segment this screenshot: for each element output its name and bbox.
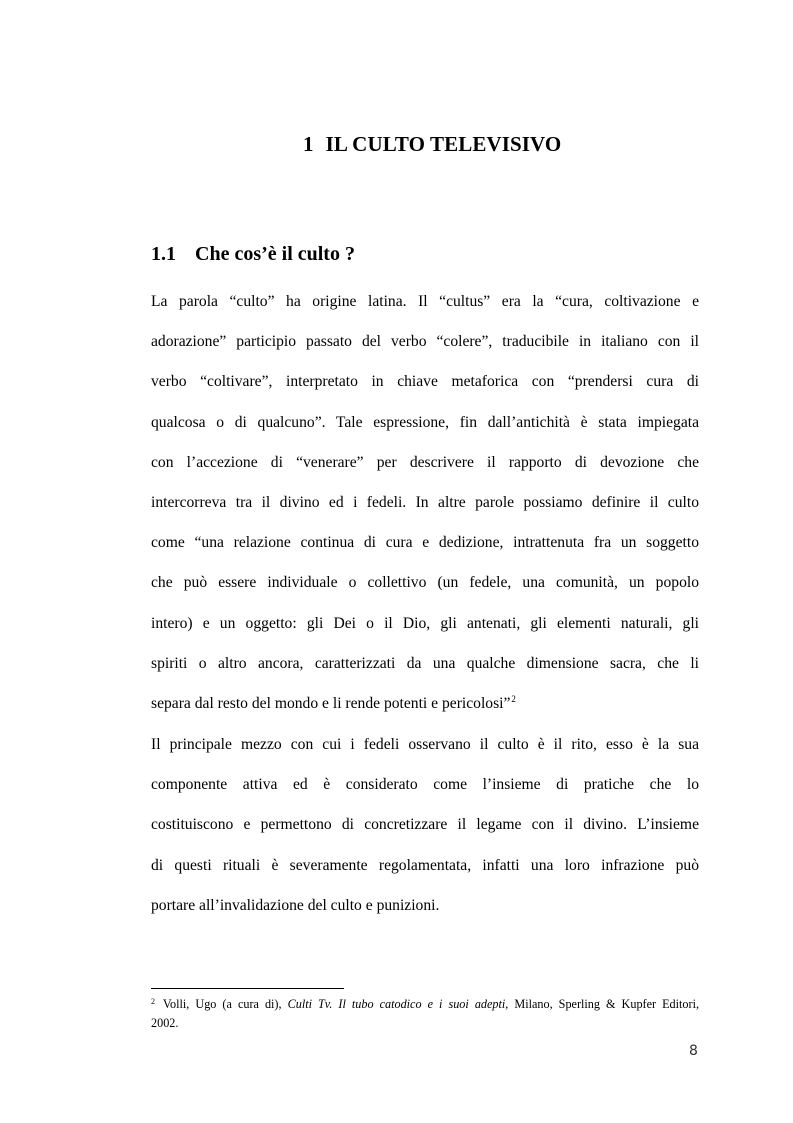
paragraph-line: intero) e un oggetto: gli Dei o il Dio, gli antenati, gli elementi naturali, gli bbox=[151, 614, 699, 632]
footnote-separator bbox=[151, 988, 344, 989]
paragraph-line: intercorreva tra il divino ed i fedeli. In altre parole possiamo definire il culto bbox=[151, 493, 699, 511]
paragraph-line: portare all’invalidazione del culto e punizioni. bbox=[151, 896, 440, 914]
footnote-line bbox=[151, 995, 699, 1014]
paragraph-line: La parola “culto” ha origine latina. Il “cultus” era la “cura, coltivazione e bbox=[151, 293, 699, 310]
footnote bbox=[151, 995, 699, 1033]
paragraph-1 bbox=[151, 282, 699, 724]
paragraph-line: verbo “coltivare”, interpretato in chiave metaforica con “prendersi cura di bbox=[151, 373, 699, 391]
paragraph-line: di questi rituali è severamente regolamentata, infatti una loro infrazione può bbox=[151, 856, 699, 874]
section-heading bbox=[151, 243, 355, 266]
paragraph-line: qualcosa o di qualcuno”. Tale espressione, fin dall’antichità è stata impiegata bbox=[151, 413, 699, 431]
chapter-title: IL CULTO TELEVISIVO bbox=[325, 132, 562, 156]
paragraph-2 bbox=[151, 725, 699, 926]
footnote-year: 2002. bbox=[151, 1016, 179, 1030]
paragraph-line: adorazione” participio passato del verbo “colere”, traducibile in italiano con il bbox=[151, 333, 699, 351]
paragraph-last-line bbox=[151, 684, 699, 724]
footnote-reference[interactable]: 2 bbox=[511, 693, 516, 704]
paragraph-line: come “una relazione continua di cura e dedizione, intrattenuta fra un soggetto bbox=[151, 534, 699, 552]
footnote-title: Culti Tv. Il tubo catodico e i suoi adepti bbox=[287, 997, 506, 1011]
footnote-marker: 2 bbox=[151, 997, 155, 1006]
page-number: 8 bbox=[689, 1043, 698, 1059]
chapter-heading bbox=[303, 132, 561, 157]
paragraph-line-text: separa dal resto del mondo e li rende potenti e pericolosi” bbox=[151, 694, 511, 712]
paragraph-line: Il principale mezzo con cui i fedeli osservano il culto è il rito, esso è la sua bbox=[151, 736, 699, 753]
paragraph-line: con l’accezione di “venerare” per descrivere il rapporto di devozione che bbox=[151, 453, 699, 471]
paragraph-line: costituiscono e permettono di concretizzare il legame con il divino. L’insieme bbox=[151, 816, 699, 834]
paragraph-line: componente attiva ed è considerato come l’insieme di pratiche che lo bbox=[151, 776, 699, 794]
section-title: Che cos’è il culto ? bbox=[195, 243, 355, 265]
footnote-publisher: , Milano, Sperling & Kupfer Editori, bbox=[505, 997, 699, 1011]
chapter-number: 1 bbox=[303, 132, 314, 156]
paragraph-line: spiriti o altro ancora, caratterizzati da una qualche dimensione sacra, che li bbox=[151, 654, 699, 672]
footnote-author: Volli, Ugo (a cura di), bbox=[162, 997, 282, 1011]
paragraph-line: che può essere individuale o collettivo (un fedele, una comunità, un popolo bbox=[151, 574, 699, 592]
section-number: 1.1 bbox=[151, 243, 176, 265]
